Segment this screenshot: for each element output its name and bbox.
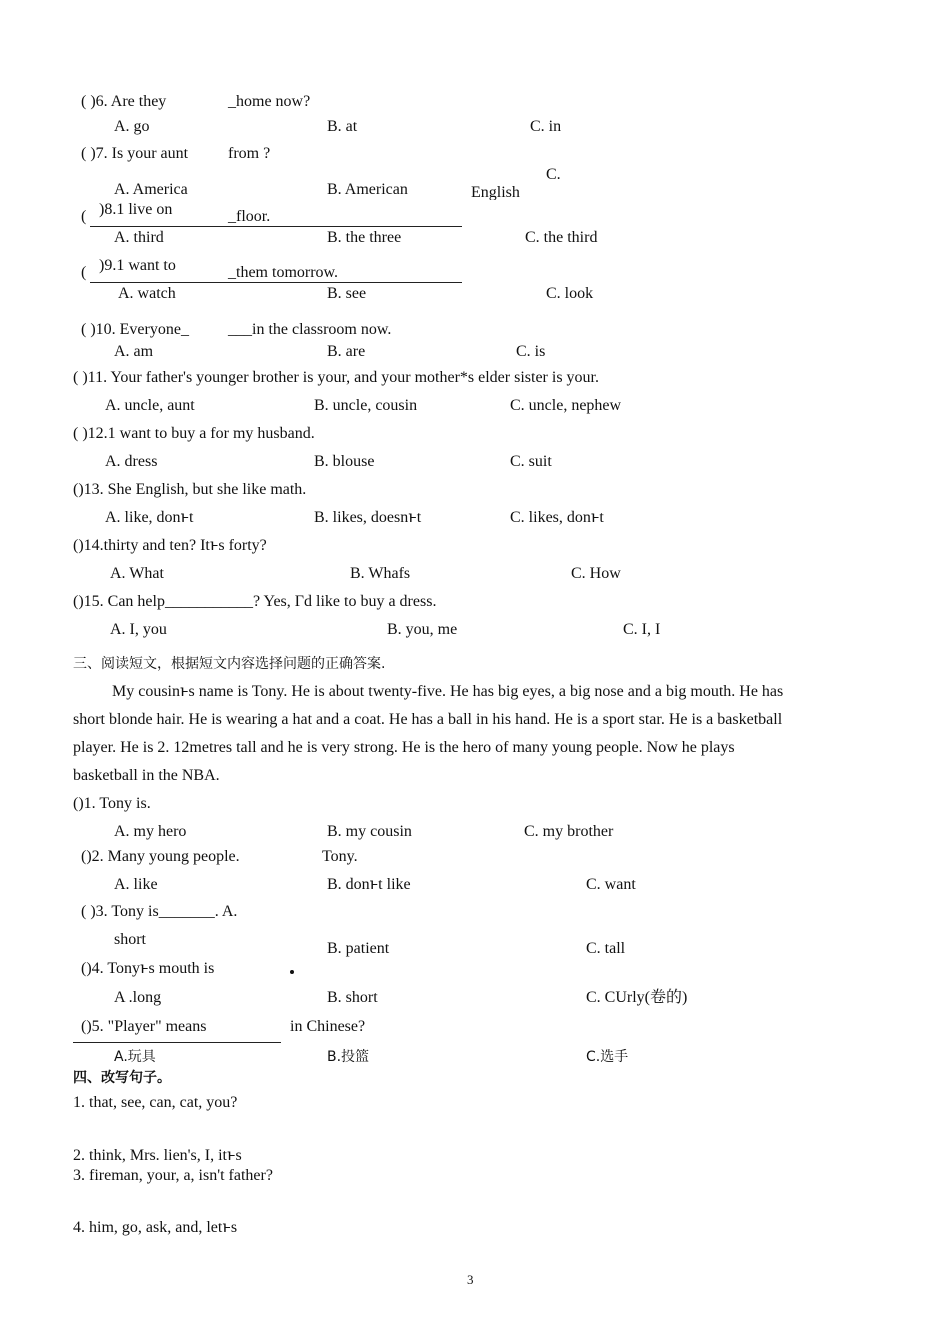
q7-option-b: B. American — [327, 181, 408, 198]
q7-stem-start: ( )7. Is your aunt — [81, 145, 189, 162]
rewrite-item-1: 1. that, see, can, cat, you? — [73, 1094, 238, 1111]
q9-paren: ( — [81, 264, 87, 281]
r3-option-a: short — [114, 931, 146, 948]
passage-line-4: basketball in the NBA. — [73, 767, 220, 784]
q8-option-c: C. the third — [525, 229, 598, 246]
q10-option-a: A. am — [114, 343, 154, 360]
q12-stem: ( )12.1 want to buy a for my husband. — [73, 425, 315, 442]
q11-option-b: B. uncle, cousin — [314, 397, 418, 414]
q14-stem: ()14.thirty and ten? Itͱs forty? — [73, 537, 267, 554]
q9-option-b: B. see — [327, 285, 367, 302]
q13-option-a: A. like, donͱt — [105, 509, 194, 526]
q6-stem-start: ( )6. Are they — [81, 93, 167, 110]
r1-option-b: B. my cousin — [327, 823, 412, 840]
r5-option-a: A.玩具 — [114, 1049, 156, 1065]
q13-option-c: C. likes, donͱt — [510, 509, 604, 526]
r5-stem-start: ()5. "Player" means — [81, 1018, 207, 1035]
q14-option-b: B. Whafs — [350, 565, 411, 582]
r4-stem: ()4. Tonyͱs mouth is — [81, 960, 215, 977]
r3-option-b: B. patient — [327, 940, 390, 957]
q6-option-a: A. go — [114, 118, 150, 135]
rewrite-item-3: 3. fireman, your, a, isn't father? — [73, 1167, 273, 1184]
q8-paren: ( — [81, 208, 87, 225]
q9-option-c: C. look — [546, 285, 594, 302]
passage-line-3: player. He is 2. 12metres tall and he is very strong. He is the hero of many young people. Now he plays — [73, 739, 735, 756]
q6-option-c: C. in — [530, 118, 562, 135]
q8-answer-line — [90, 226, 462, 227]
r5-answer-line — [73, 1042, 281, 1043]
q13-stem: ()13. She English, but she like math. — [73, 481, 307, 498]
r4-option-b: B. short — [327, 989, 378, 1006]
q13-option-b: B. likes, doesnͱt — [314, 509, 422, 526]
q15-stem: ()15. Can help___________? Yes, Γd like to buy a dress. — [73, 593, 437, 610]
q15-option-b: B. you, me — [387, 621, 458, 638]
q8-option-b: B. the three — [327, 229, 402, 246]
q10-stem-start: ( )10. Everyone_ — [81, 321, 189, 338]
q9-stem-start: )9.1 want to — [99, 257, 176, 274]
bullet-mark — [290, 970, 294, 974]
r2-stem-end: Tony. — [322, 848, 358, 865]
r1-option-a: A. my hero — [114, 823, 187, 840]
q9-stem-end: _them tomorrow. — [228, 264, 339, 281]
q10-option-b: B. are — [327, 343, 366, 360]
q14-option-a: A. What — [110, 565, 164, 582]
q7-stem-end: from ? — [228, 145, 271, 162]
q11-option-c: C. uncle, nephew — [510, 397, 622, 414]
r1-option-c: C. my brother — [524, 823, 614, 840]
q12-option-b: B. blouse — [314, 453, 375, 470]
r4-option-c: C. CUrly(卷的) — [586, 989, 688, 1006]
q8-stem-end: _floor. — [228, 208, 271, 225]
page-number: 3 — [467, 1272, 474, 1287]
r2-stem-start: ()2. Many young people. — [81, 848, 240, 865]
q10-stem-end: ___in the classroom now. — [228, 321, 392, 338]
q9-answer-line — [90, 282, 462, 283]
q7-option-c-text: English — [471, 184, 520, 200]
passage-line-2: short blonde hair. He is wearing a hat and a coat. He has a ball in his hand. He is a sport star. He is a basketball — [73, 711, 783, 728]
q7-option-c-letter: C. — [546, 166, 561, 183]
q9-option-a: A. watch — [118, 285, 176, 302]
r2-option-b: B. donͱt like — [327, 876, 411, 893]
r5-option-c: C.选手 — [586, 1049, 629, 1065]
q15-option-c: C. I, I — [623, 621, 661, 638]
q6-stem-end: _home now? — [228, 93, 311, 110]
r1-stem: ()1. Tony is. — [73, 795, 151, 812]
rewrite-item-4: 4. him, go, ask, and, letͱs — [73, 1219, 238, 1236]
q8-stem-start: )8.1 live on — [99, 201, 173, 218]
q14-option-c: C. How — [571, 565, 621, 582]
r2-option-c: C. want — [586, 876, 636, 893]
r3-option-c: C. tall — [586, 940, 626, 957]
rewrite-item-2: 2. think, Mrs. lien's, I, itͱs — [73, 1147, 242, 1164]
q11-stem: ( )11. Your father's younger brother is your, and your mother*s elder sister is your. — [73, 369, 599, 386]
q12-option-c: C. suit — [510, 453, 552, 470]
r4-option-a: A .long — [114, 989, 162, 1006]
q6-option-b: B. at — [327, 118, 358, 135]
r3-stem: ( )3. Tony is_______. A. — [81, 903, 238, 920]
q11-option-a: A. uncle, aunt — [105, 397, 195, 414]
section-4-heading: 四、改写句子。 — [73, 1070, 171, 1086]
section-3-heading: 三、阅读短文，根据短文内容选择问题的正确答案. — [73, 656, 386, 672]
q12-option-a: A. dress — [105, 453, 158, 470]
q15-option-a: A. I, you — [110, 621, 167, 638]
q8-option-a: A. third — [114, 229, 164, 246]
passage-line-1: My cousinͱs name is Tony. He is about twenty-five. He has big eyes, a big nose and a big mouth. He has — [112, 683, 784, 700]
r5-option-b: B.投篮 — [327, 1049, 370, 1065]
r2-option-a: A. like — [114, 876, 158, 893]
q10-option-c: C. is — [516, 343, 546, 360]
q7-option-a: A. America — [114, 181, 188, 198]
r5-stem-end: in Chinese? — [290, 1018, 366, 1035]
